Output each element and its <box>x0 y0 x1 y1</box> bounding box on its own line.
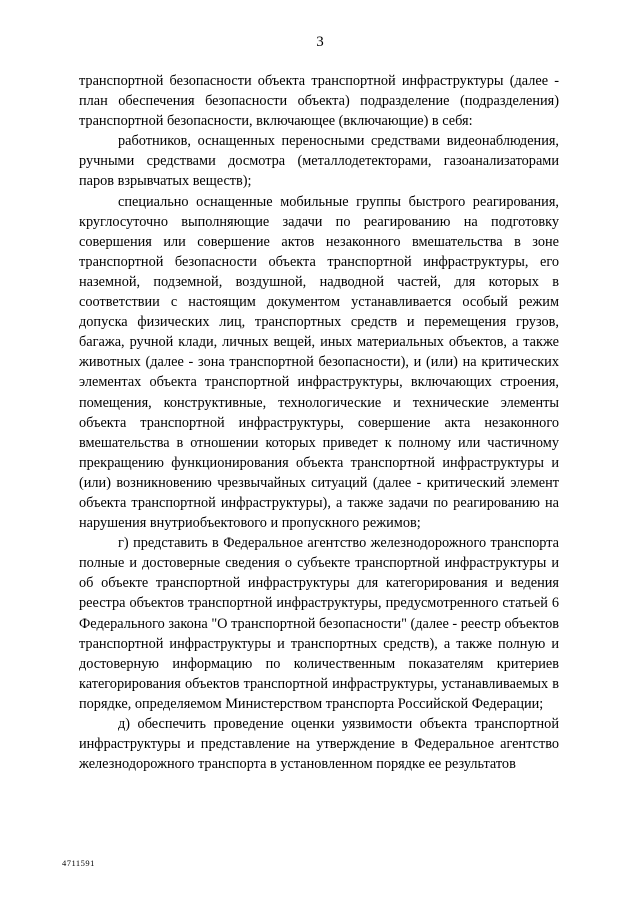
page-number: 3 <box>316 34 324 50</box>
document-body <box>79 71 559 774</box>
paragraph-item-g: г) представить в Федеральное агентство железнодорожного транспорта полные и достоверные сведения о субъекте транспортной инфраструктуры и об объекте транспортной инфраструктуры для категорирования и ведения реестра объектов транспортной инфраструктуры, предусмотренного статьей 6 Федерального закона "О транспортной безопасности" (далее - реестр объектов транспортной инфраструктуры и транспортных средств), а также полную и достоверную информацию по количественным показателям критериев категорирования объектов транспортной инфраструктуры, устанавливаемых в порядке, определяемом Министерством транспорта Российской Федерации; <box>79 535 559 712</box>
document-code: 4711591 <box>62 858 95 868</box>
paragraph-continuation: транспортной безопасности объекта транспортной инфраструктуры (далее - план обеспечения безопасности объекта) подразделение (подразделения) транспортной безопасности, включающее (включающие) в себя: <box>79 73 559 130</box>
paragraph-mobile-groups: специально оснащенные мобильные группы быстрого реагирования, круглосуточно выполняющие задачи по реагированию на подготовку совершения или совершение актов незаконного вмешательства в зоне транспортной безопасности объекта транспортной инфраструктуры, его наземной, подземной, воздушной, надводной частей, для которых в соответствии с настоящим документом устанавливается особый режим допуска физических лиц, транспортных средств и перемещения грузов, багажа, ручной клади, личных вещей, иных материальных объектов, а также животных (далее - зона транспортной безопасности), и (или) на критических элементах объекта транспортной инфраструктуры, включающих строения, помещения, конструктивные, технологические и технические элементы объекта транспортной инфраструктуры, совершение акта незаконного вмешательства в отношении которых приведет к полному или частичному прекращению функционирования объекта транспортной инфраструктуры и (или) возникновению чрезвычайных ситуаций (далее - критический элемент объекта транспортной инфраструктуры), а также задачи по реагированию на нарушения внутриобъектового и пропускного режимов; <box>79 193 559 532</box>
paragraph-workers: работников, оснащенных переносными средствами видеонаблюдения, ручными средствами досмотра (металлодетекторами, газоанализаторами паров взрывчатых веществ); <box>79 133 559 190</box>
paragraph-item-d: д) обеспечить проведение оценки уязвимости объекта транспортной инфраструктуры и представление на утверждение в Федеральное агентство железнодорожного транспорта в установленном порядке ее результатов <box>79 716 559 773</box>
